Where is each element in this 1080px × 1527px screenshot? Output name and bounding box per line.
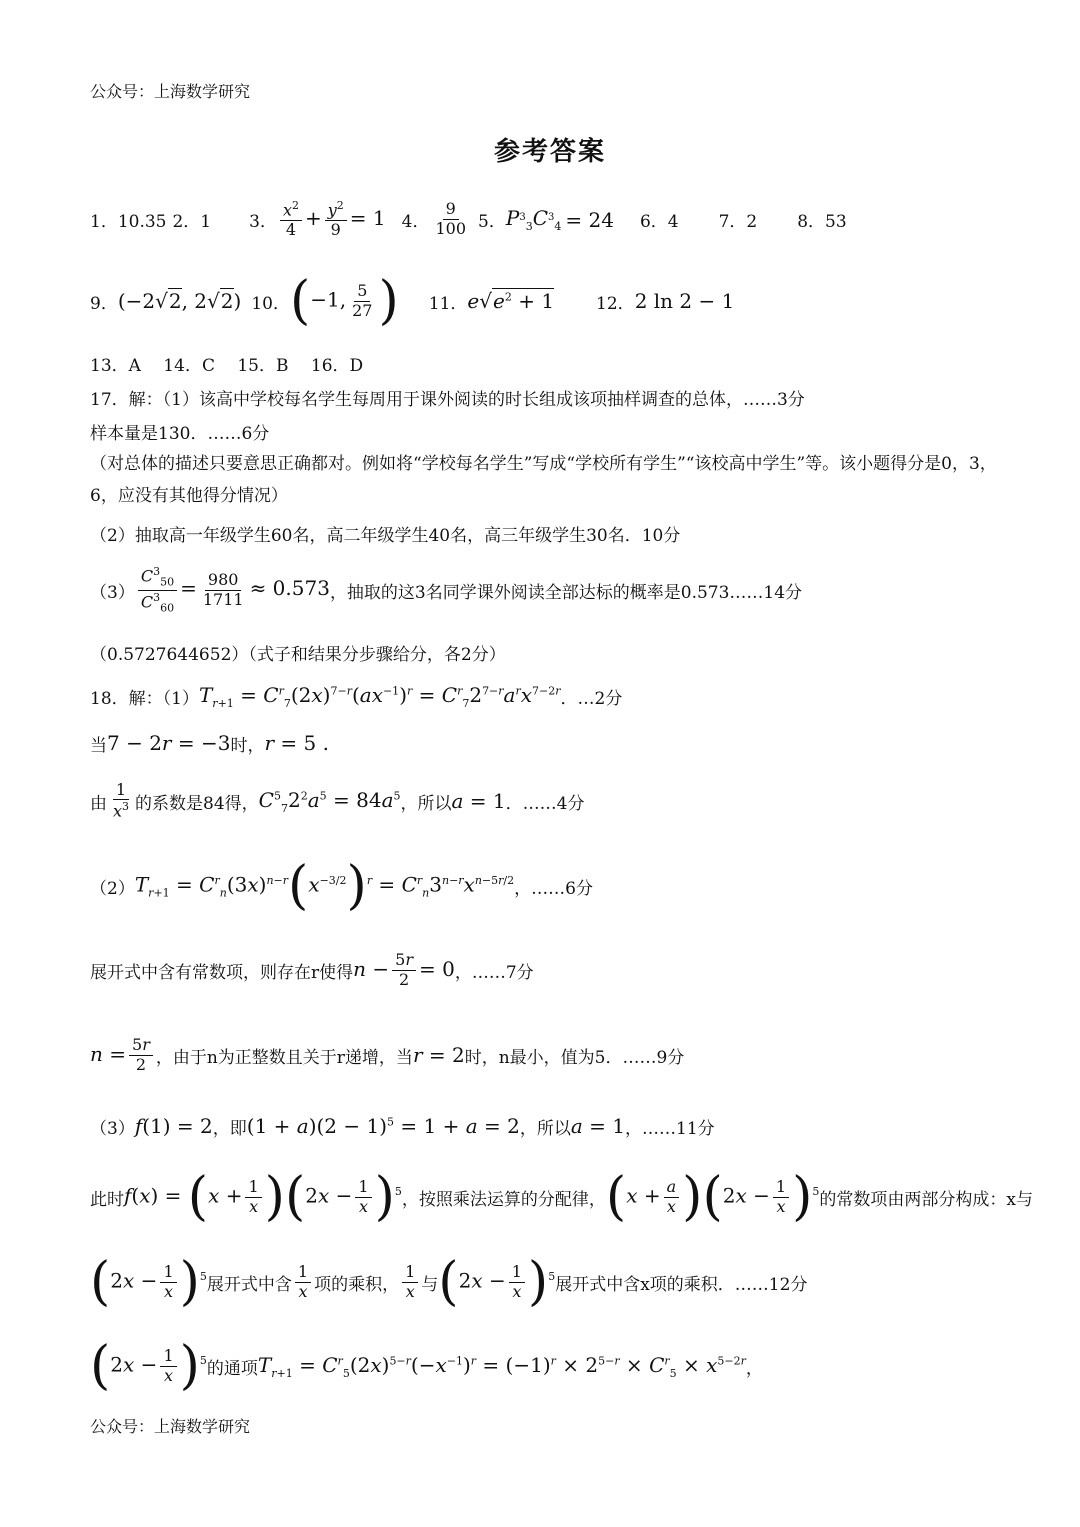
q18-line-1 [90, 676, 622, 716]
q18-line-3-d: ．……4分 [505, 793, 585, 814]
q18-binomial-2: (2x − $\frac{1}{x}$ )$^5$ [438, 1252, 556, 1312]
q17-part-3-text: ，抽取的这3名同学课外阅读全部达标的概率是0.573……14分 [329, 582, 803, 603]
q18-line-5 [90, 942, 534, 998]
q18-general-term-3: $T_{r+1} = C^r_5(2x)^{5-r}(-x^{-1})^r = (-1)^r \times 2^{5-r} \times C^r_5 \times x^{5-2r}$ [257, 1352, 746, 1380]
q18-a-equals-1: a = 1 [570, 1114, 625, 1138]
answer-8: 8．53 [797, 212, 847, 232]
q18-line-7 [90, 1110, 715, 1142]
q18-binomial-1: (2x − $\frac{1}{x}$ )$^5$ [90, 1252, 207, 1312]
q18-line-8-c: 的常数项由两部分构成：x与 [819, 1189, 1033, 1210]
q18-line-8-a: 此时 [90, 1189, 124, 1210]
answer-2: 2．1 [172, 212, 212, 232]
answer-6: 6．4 [639, 212, 679, 232]
q18-line-5-a: 展开式中含有常数项，则存在r使得 [90, 962, 354, 983]
answers-choice: 13．A 14．C 15．B 16．D [90, 356, 364, 376]
answer-12-label: 12． [596, 293, 635, 314]
q18-line-4-score: ，……6分 [514, 878, 593, 899]
answers-row-1 [90, 192, 847, 247]
q18-line-2-b: 时， [230, 735, 265, 756]
q18-reciprocal-x3: $\frac{1}{x^3}$ [113, 779, 130, 821]
answer-12-formula: 2 ln 2 − 1 [634, 289, 735, 313]
q18-line-7-c: ，所以 [519, 1118, 571, 1139]
q18-line-7-d: ，……11分 [625, 1118, 715, 1139]
q18-fx-formula: f(x) = (x + $\frac{1}{x}$ )(2x − $\frac{1}{x}$ )$^5$ [124, 1167, 402, 1227]
q18-line-10-a: 的通项 [206, 1358, 258, 1379]
q17-line-3: （对总体的描述只要意思正确都对。例如将“学校每名学生”写成“学校所有学生”“该校高中学生”等。该小题得分是0，3，6，应没有其他得分情况） [90, 454, 997, 506]
q18-reciprocal-x-2: $\frac{1}{x}$ [399, 1264, 421, 1301]
q18-line-10 [90, 1332, 763, 1400]
q17-part-3-label: （3） [90, 582, 135, 603]
answer-9-formula: (−2√2, 2√2) [117, 289, 242, 313]
q17-line-2: 样本量是130．……6分 [90, 424, 270, 444]
q18-equation-r: 7 − 2r = −3 [107, 731, 231, 755]
q17-line-4: （2）抽取高一年级学生60名，高二年级学生40名，高三年级学生30名．10分 [90, 526, 681, 546]
q18-reciprocal-x: $\frac{1}{x}$ [292, 1264, 314, 1301]
q18-general-term-1: $T_{r+1} = C^r_7(2x)^{7-r}(ax^{-1})^r = C^r_72^{7-r}a^rx^{7-2r}$ [198, 682, 561, 710]
answer-4-label: 4． [401, 212, 430, 232]
q17-line-6: （0.5727644652）（式子和结果分步骤给分，各2分） [90, 645, 506, 665]
q18-line-10-b: ， [745, 1358, 763, 1379]
q18-line-3-c: ，所以 [400, 793, 452, 814]
q18-line-6-b: ，由于n为正整数且关于r递增，当 [155, 1047, 413, 1068]
answer-11-formula: $e√e^2 + 1$ [467, 289, 555, 313]
answer-11-label: 11． [428, 293, 468, 314]
page-header: 公众号：上海数学研究 [90, 82, 251, 101]
q18-line-7-b: ，即 [212, 1118, 247, 1139]
answer-3-formula: $\frac{x^2}{4}$ + $\frac{y^2}{9}$ = 1 [277, 200, 386, 239]
q18-a-value: a = 1 [451, 789, 506, 813]
q18-line-2-a: 当 [90, 735, 107, 756]
q18-line-9-c: 与 [421, 1274, 439, 1295]
q17-line-5 [90, 560, 802, 620]
q18-line-6 [90, 1027, 684, 1083]
q18-line-8-b: ，按照乘法运算的分配律， [401, 1189, 606, 1210]
q17-probability-formula: $\frac{C^3_{50}}{C^3_{60}}$ = $\frac{980}{1711}$ ≈ 0.573 [135, 566, 330, 613]
answer-5-value: = 24 [565, 207, 614, 232]
page-footer: 公众号：上海数学研究 [90, 1417, 251, 1436]
answer-9-label: 9． [90, 293, 118, 314]
q18-line-1-score: ．…2分 [560, 688, 623, 709]
q18-r-equals-2: r = 2 [412, 1043, 465, 1067]
q18-binomial-3: (2x − $\frac{1}{x}$ )$^5$ [90, 1336, 207, 1396]
q18-line-2 [90, 727, 329, 759]
answer-3-label: 3． [249, 212, 277, 232]
q18-part-1-label: 18．解：（1） [90, 688, 199, 709]
q18-part-3-label: （3） [90, 1118, 135, 1139]
answers-row-2 [90, 272, 734, 330]
answer-4-formula: $\frac{9}{100}$ [435, 199, 467, 238]
answer-7: 7．2 [718, 212, 758, 232]
page-title: 参考答案 [493, 137, 606, 167]
q18-line-4 [90, 852, 593, 920]
q18-line-6-c: 时，n最小，值为5．……9分 [464, 1047, 685, 1068]
q18-n-formula: n = $\frac{5r}{2}$ [90, 1037, 156, 1074]
q18-line-5-b: ，……7分 [454, 962, 534, 983]
q18-line-8 [90, 1163, 1033, 1231]
q18-r-value: r = 5 . [264, 731, 329, 755]
q18-line-9 [90, 1248, 807, 1316]
q18-line-3-b: 的系数是84得， [135, 793, 259, 814]
q18-line-9-a: 展开式中含 [206, 1274, 292, 1295]
q18-product-formula: (x + $\frac{a}{x}$ )(2x − $\frac{1}{x}$ )$^5$ [605, 1167, 820, 1227]
answer-1: 1．10.35 [90, 212, 167, 232]
answer-5-formula: $P_{33}C_{34}$ [505, 206, 562, 233]
answer-5-label: 5． [478, 212, 506, 232]
q18-coefficient-eq: $C^5_72^2a^5 = 84a^5$ [258, 787, 401, 815]
q18-line-3 [90, 773, 584, 829]
q18-general-term-2: $T_{r+1} = C^r_n(3x)^{n-r}(x^{-3/2})^r = C^r_n3^{n-r}x^{n-5r/2}$ [134, 856, 515, 916]
answer-10-formula: (−1, $\frac{5}{27}$ ) [289, 271, 399, 331]
q18-expansion-eq: $(1 + a)(2 - 1)^5 = 1 + a = 2$ [246, 1114, 520, 1138]
q18-line-3-a: 由 [90, 793, 107, 814]
q18-line-9-d: 展开式中含x项的乘积．……12分 [555, 1274, 808, 1295]
q18-line-9-b: 项的乘积， [314, 1274, 400, 1295]
answer-10-label: 10． [251, 293, 290, 314]
q18-f1-eq: f(1) = 2 [134, 1114, 213, 1138]
q17-line-1: 17．解：（1）该高中学校每名学生每周用于课外阅读的时长组成该项抽样调查的总体，……3分 [90, 390, 805, 410]
document-page [90, 0, 1033, 1527]
q18-part-2-label: （2） [90, 878, 135, 899]
q18-constant-term-eq: n − $\frac{5r}{2}$ = 0 [353, 949, 455, 989]
